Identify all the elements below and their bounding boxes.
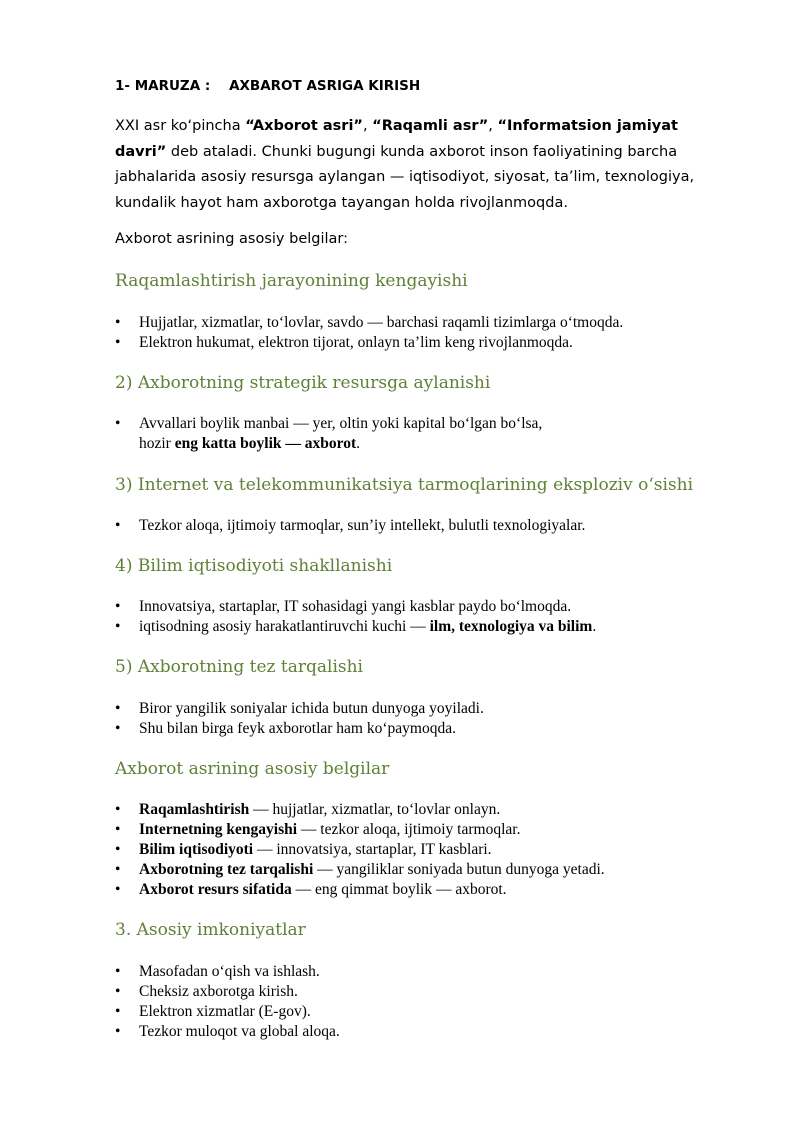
list-item-text: . [356, 435, 361, 452]
list-item-bold: Axborotning tez tarqalishi [139, 861, 314, 878]
lead-paragraph: Axborot asrining asosiy belgilar: [115, 231, 349, 247]
list-item [115, 840, 605, 860]
section-list [115, 313, 623, 353]
list-item-text: — hujjatlar, xizmatlar, to‘lovlar onlayn. [249, 801, 501, 818]
section-list [115, 516, 585, 536]
list-item [115, 617, 596, 637]
section-heading: 2) Axborotning strategik resursga aylanishi [115, 373, 491, 393]
intro-bold-term: “Informatsion jamiyat davri” [115, 118, 678, 160]
intro-text: XXI asr ko‘pincha [115, 118, 246, 134]
section-heading: Axborot asrining asosiy belgilar [115, 759, 390, 779]
list-item: • Hujjatlar, xizmatlar, to‘lovlar, savdo — barchasi raqamli tizimlarga o‘tmoqda. [115, 313, 623, 333]
list-item: • Innovatsiya, startaplar, IT sohasidagi yangi kasblar paydo bo‘lmoqda. [115, 597, 596, 617]
intro-paragraph [115, 114, 715, 216]
section-heading: 4) Bilim iqtisodiyoti shakllanishi [115, 556, 393, 576]
section-heading: 3) Internet va telekommunikatsiya tarmoqlarining eksploziv o‘sishi [115, 475, 694, 495]
list-item-text: — yangiliklar soniyada butun dunyoga yetadi. [313, 861, 605, 878]
list-item-bold: Bilim iqtisodiyoti [139, 841, 254, 858]
page-title: 1- MARUZA : AXBAROT ASRIGA KIRISH [115, 78, 421, 94]
list-item: • Tezkor aloqa, ijtimoiy tarmoqlar, sun’iy intellekt, bulutli texnologiyalar. [115, 516, 585, 536]
section-list [115, 800, 605, 900]
section-list [115, 699, 484, 739]
list-item-text: — innovatsiya, startaplar, IT kasblari. [253, 841, 492, 858]
intro-bold-term: “Raqamli asr” [372, 118, 489, 134]
list-item: • Shu bilan birga feyk axborotlar ham ko‘paymoqda. [115, 719, 484, 739]
list-item [115, 860, 605, 880]
list-item-text: . [592, 618, 597, 635]
list-item [115, 800, 605, 820]
list-item: • Elektron hukumat, elektron tijorat, onlayn ta’lim keng rivojlanmoqda. [115, 333, 623, 353]
list-item [115, 414, 542, 454]
list-item-text: Avvallari boylik manbai — yer, oltin yoki kapital bo‘lgan bo‘lsa, [139, 415, 543, 432]
list-item-bold: Axborot resurs sifatida [139, 881, 292, 898]
intro-text: , [488, 118, 498, 134]
list-item-bold: Raqamlashtirish [139, 801, 250, 818]
section-list [115, 962, 340, 1042]
list-item-bold: Internetning kengayishi [139, 821, 298, 838]
list-item: • Masofadan o‘qish va ishlash. [115, 962, 340, 982]
list-item: • Tezkor muloqot va global aloqa. [115, 1022, 340, 1042]
list-item-text: — tezkor aloqa, ijtimoiy tarmoqlar. [297, 821, 521, 838]
intro-text: , [362, 118, 373, 134]
list-item [115, 820, 605, 840]
list-item-text: iqtisodning asosiy harakatlantiruvchi kuchi — [139, 618, 430, 635]
section-list [115, 597, 596, 637]
list-item-bold: ilm, texnologiya va bilim [429, 618, 593, 635]
list-item-bold: eng katta boylik — axborot [174, 435, 357, 452]
list-item [115, 880, 605, 900]
list-item: • Cheksiz axborotga kirish. [115, 982, 340, 1002]
intro-bold-term: “Axborot asri” [245, 118, 363, 134]
section-heading: Raqamlashtirish jarayonining kengayishi [115, 271, 468, 291]
section-heading: 5) Axborotning tez tarqalishi [115, 657, 363, 677]
list-item-text: hozir [139, 435, 175, 452]
section-list [115, 414, 542, 454]
intro-text: deb ataladi. Chunki bugungi kunda axborot inson faoliyatining barcha jabhalarida asosiy resursga aylangan — iqtisodiyot, siyosat, ta’lim, texnologiya, kundalik hayot ham axborotga tayangan holda rivojlanmoqda. [115, 143, 695, 211]
list-item: • Elektron xizmatlar (E-gov). [115, 1002, 340, 1022]
list-item: • Biror yangilik soniyalar ichida butun dunyoga yoyiladi. [115, 699, 484, 719]
list-item-text: — eng qimmat boylik — axborot. [291, 881, 507, 898]
section-heading: 3. Asosiy imkoniyatlar [115, 920, 306, 940]
